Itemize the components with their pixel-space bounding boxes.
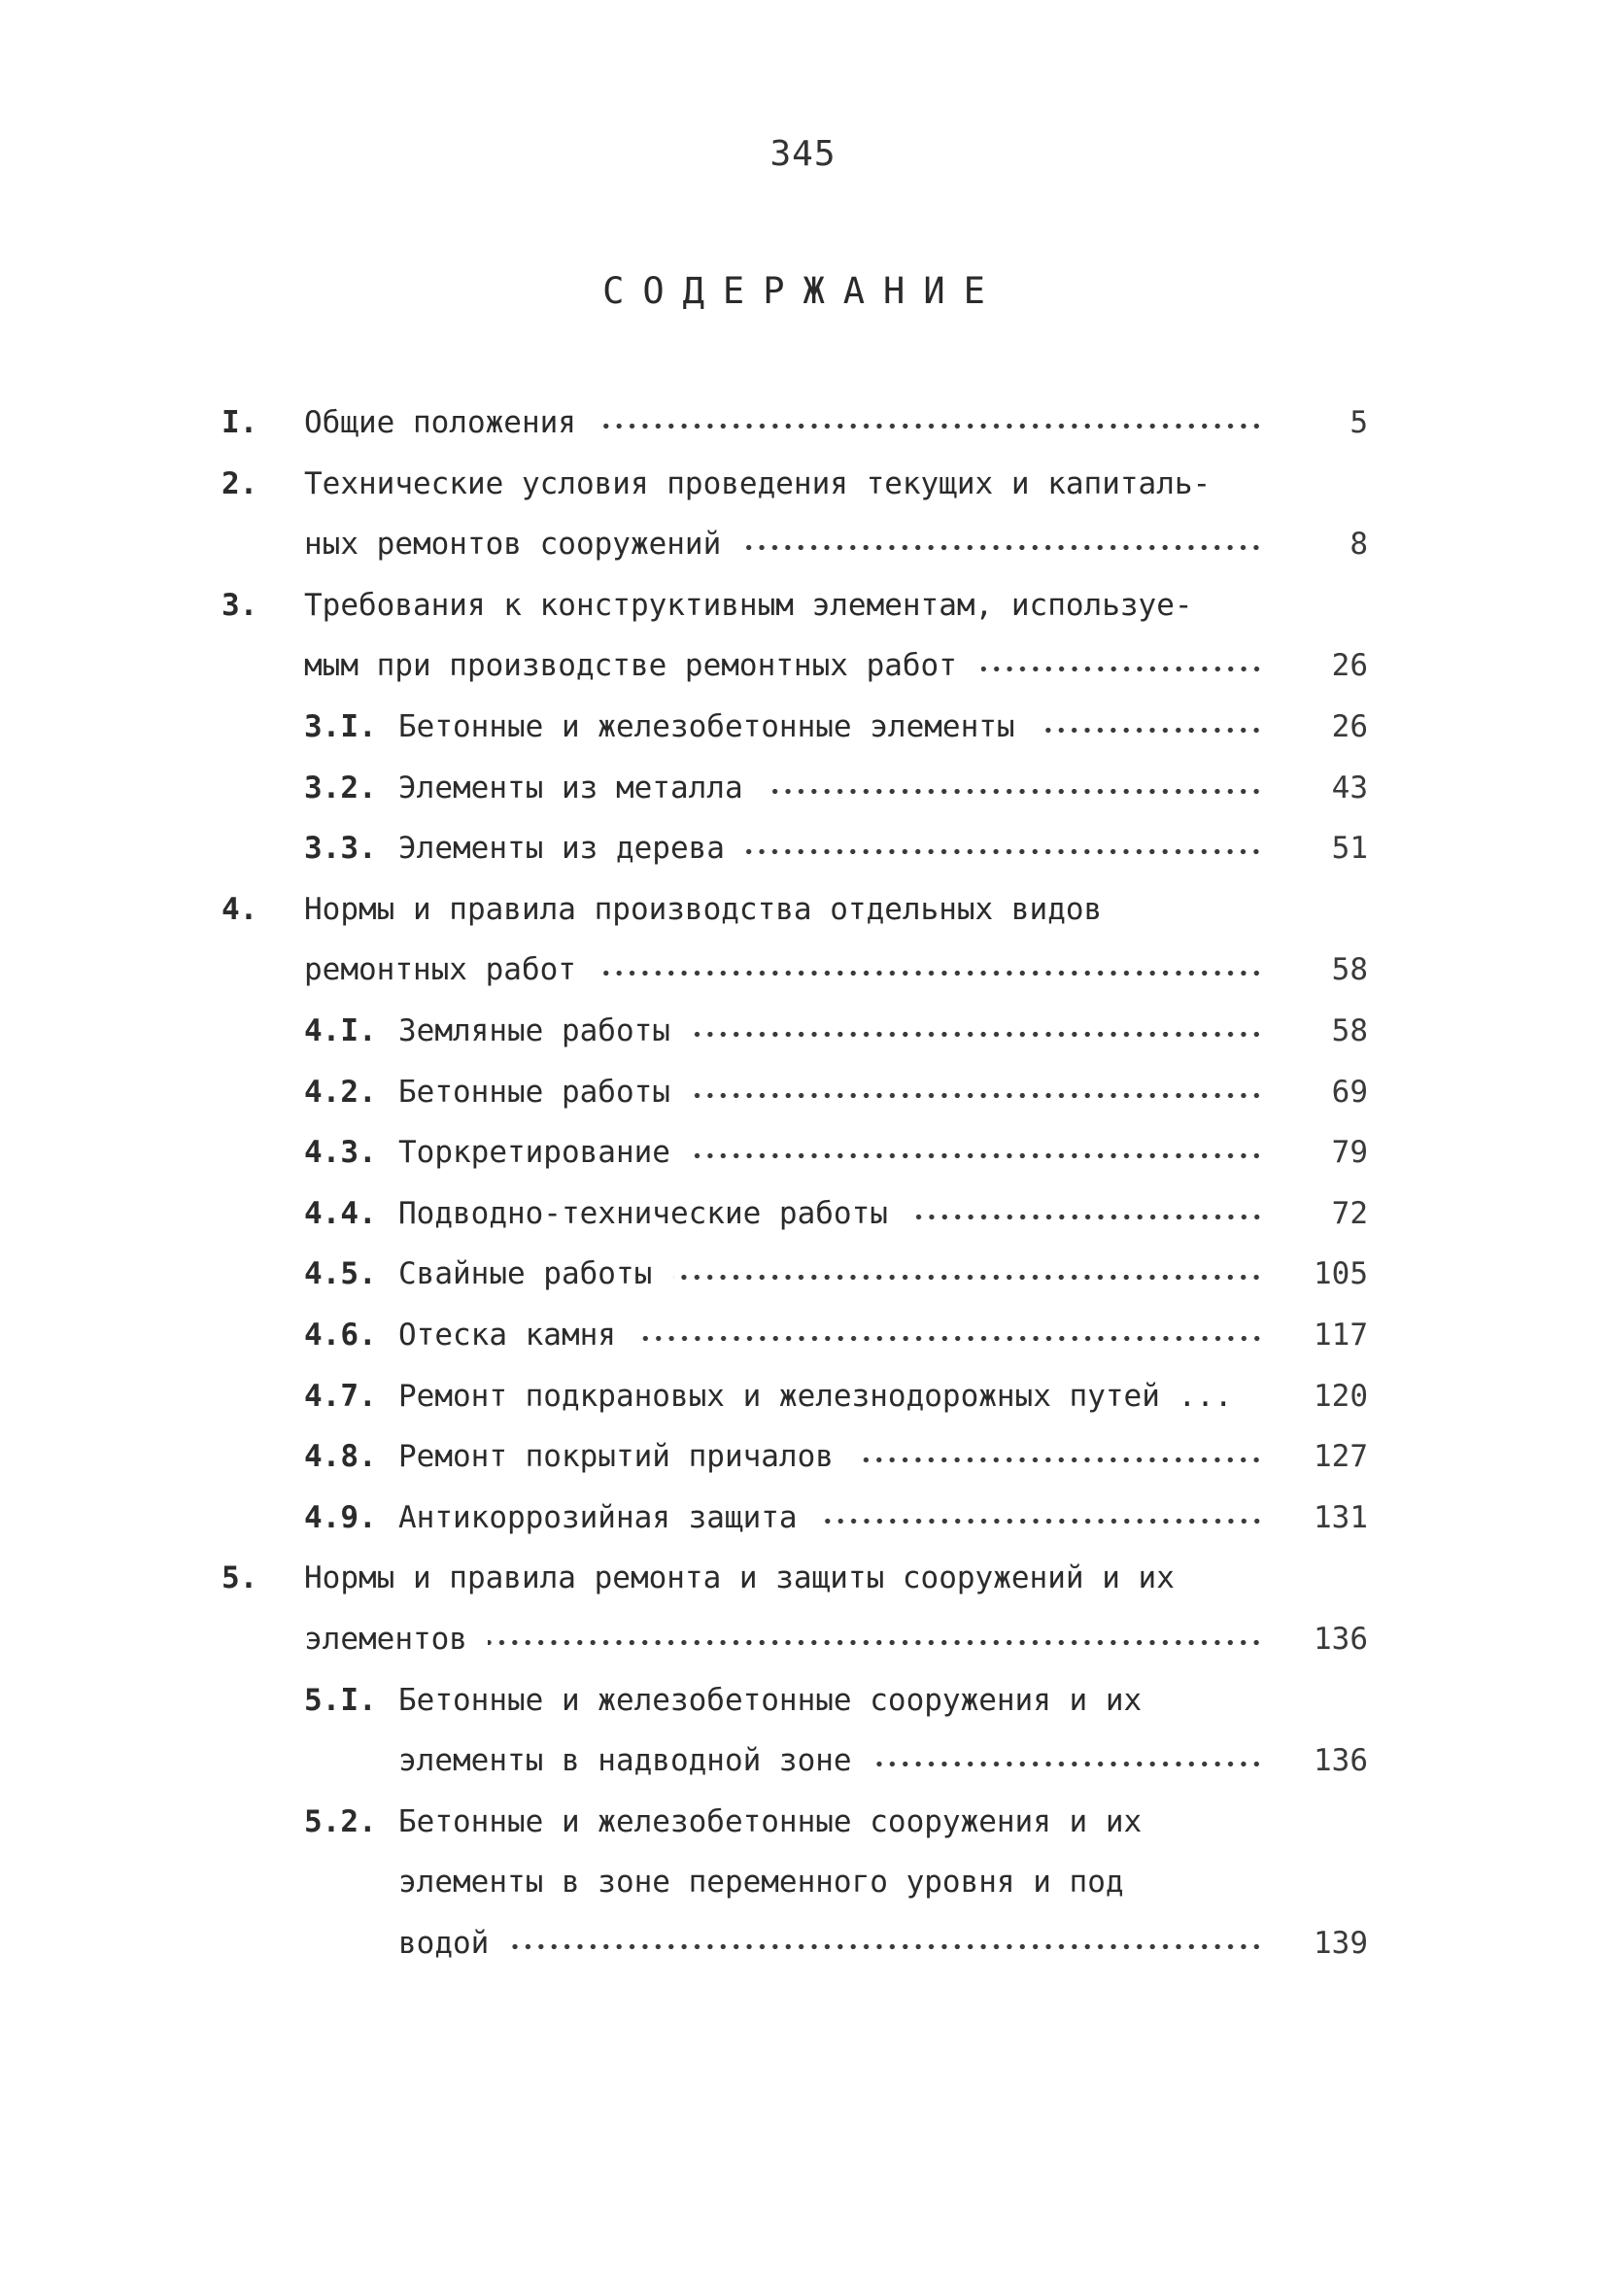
toc-entry-number: 4.I.	[304, 1013, 377, 1048]
dot-leader	[692, 1092, 1263, 1099]
toc-line	[0, 522, 1606, 566]
toc-page-number: 139	[1314, 1926, 1368, 1961]
toc-page-number: 58	[1331, 952, 1368, 987]
toc-entry-number: 4.	[222, 892, 258, 927]
toc-page-number: 136	[1314, 1622, 1368, 1657]
toc-entry-text: Общие положения	[304, 405, 576, 440]
toc-entry-text: Элементы из дерева	[398, 831, 725, 866]
toc-entry-text: водой	[398, 1926, 490, 1961]
toc-entry-text: Торкретирование	[398, 1135, 670, 1170]
toc-entry-number: 3.3.	[304, 831, 377, 866]
toc-line	[0, 643, 1606, 688]
toc-line	[0, 826, 1606, 871]
toc-entry-number: 4.6.	[304, 1318, 377, 1353]
toc-page-number: 79	[1331, 1135, 1368, 1170]
dot-leader	[692, 1152, 1263, 1159]
toc-entry-number: 4.3.	[304, 1135, 377, 1170]
dot-leader	[509, 1943, 1263, 1950]
toc-entry-text: Свайные работы	[398, 1256, 653, 1291]
dot-leader	[743, 544, 1263, 551]
dot-leader	[673, 1274, 1263, 1281]
toc-line	[0, 947, 1606, 992]
toc-line	[0, 1738, 1606, 1783]
dot-leader	[488, 1639, 1263, 1646]
toc-line	[0, 1799, 1606, 1844]
toc-entry-text: Подводно-технические работы	[398, 1196, 888, 1231]
toc-line	[0, 583, 1606, 628]
toc-entry-number: 4.9.	[304, 1500, 377, 1535]
toc-page-number: 5	[1350, 405, 1368, 440]
toc-entry-text: Элементы из металла	[398, 771, 743, 805]
toc-entry-number: 5.I.	[304, 1683, 377, 1718]
toc-entry-text: ных ремонтов сооружений	[304, 527, 722, 562]
toc-entry-text: Нормы и правила ремонта и защиты сооружений и их	[304, 1560, 1175, 1595]
toc-entry-number: 4.5.	[304, 1256, 377, 1291]
toc-line	[0, 1191, 1606, 1236]
toc-line	[0, 1556, 1606, 1600]
toc-entry-number: 5.2.	[304, 1804, 377, 1839]
toc-line	[0, 1617, 1606, 1662]
dot-leader	[856, 1456, 1263, 1463]
dot-leader	[598, 423, 1263, 429]
toc-line	[0, 766, 1606, 810]
dot-leader	[637, 1335, 1263, 1342]
toc-entry-text: Требования к конструктивным элементам, используе-	[304, 588, 1193, 623]
dot-leader	[765, 788, 1263, 795]
toc-entry-text: Антикоррозийная защита	[398, 1500, 798, 1535]
toc-entry-text: ремонтных работ	[304, 952, 576, 987]
toc-page-number: 131	[1314, 1500, 1368, 1535]
toc-entry-text: Технические условия проведения текущих и капиталь-	[304, 466, 1212, 501]
toc-entry-number: 2.	[222, 466, 258, 501]
toc-line	[0, 1374, 1606, 1419]
toc-line	[0, 1130, 1606, 1175]
toc-page-number: 120	[1314, 1379, 1368, 1414]
toc-entry-number: 3.	[222, 588, 258, 623]
toc-line	[0, 400, 1606, 445]
dot-leader	[981, 666, 1263, 672]
toc-entry-text: элементы в зоне переменного уровня и под	[398, 1865, 1124, 1900]
toc-page-number: 26	[1331, 709, 1368, 744]
toc-page-number: 43	[1331, 771, 1368, 805]
toc-entry-text: Ремонт подкрановых и железнодорожных путей ...	[398, 1379, 1233, 1414]
dot-leader	[598, 970, 1263, 977]
toc-entry-number: 3.I.	[304, 709, 377, 744]
toc-entry-number: 4.2.	[304, 1075, 377, 1110]
toc-entry-number: 4.8.	[304, 1439, 377, 1474]
toc-page-number: 105	[1314, 1256, 1368, 1291]
toc-page-number: 8	[1350, 527, 1368, 562]
toc-entry-text: Земляные работы	[398, 1013, 670, 1048]
toc-line	[0, 462, 1606, 506]
toc-entry-number: 3.2.	[304, 771, 377, 805]
toc-entry-text: Ремонт покрытий причалов	[398, 1439, 834, 1474]
toc-line	[0, 1070, 1606, 1114]
dot-leader	[746, 848, 1263, 855]
toc-page-number: 117	[1314, 1318, 1368, 1353]
toc-line	[0, 1009, 1606, 1053]
toc-line	[0, 1313, 1606, 1357]
toc-line	[0, 1251, 1606, 1296]
toc-line	[0, 1921, 1606, 1966]
toc-page-number: 26	[1331, 648, 1368, 683]
page-title: СОДЕРЖАНИЕ	[602, 270, 1004, 312]
dot-leader	[692, 1031, 1263, 1038]
toc-page-number: 127	[1314, 1439, 1368, 1474]
dot-leader	[874, 1761, 1263, 1767]
toc-page-number: 72	[1331, 1196, 1368, 1231]
toc-line	[0, 1860, 1606, 1904]
toc-entry-text: Отеска камня	[398, 1318, 616, 1353]
toc-entry-text: Бетонные и железобетонные элементы	[398, 709, 1015, 744]
toc-entry-text: Бетонные и железобетонные сооружения и их	[398, 1683, 1143, 1718]
toc-page-number: 58	[1331, 1013, 1368, 1048]
toc-page-number: 69	[1331, 1075, 1368, 1110]
dot-leader	[911, 1214, 1263, 1220]
toc-line	[0, 704, 1606, 749]
dot-leader	[1039, 727, 1263, 734]
toc-page-number: 136	[1314, 1743, 1368, 1778]
toc-line	[0, 1495, 1606, 1540]
toc-entry-number: 5.	[222, 1560, 258, 1595]
toc-entry-number: I.	[222, 405, 258, 440]
dot-leader	[820, 1518, 1263, 1525]
toc-page-number: 51	[1331, 831, 1368, 866]
toc-line	[0, 887, 1606, 932]
toc-line	[0, 1678, 1606, 1723]
toc-entry-text: Бетонные работы	[398, 1075, 670, 1110]
toc-entry-text: Бетонные и железобетонные сооружения и их	[398, 1804, 1143, 1839]
toc-entry-text: элементы в надводной зоне	[398, 1743, 852, 1778]
toc-entry-number: 4.4.	[304, 1196, 377, 1231]
toc-entry-number: 4.7.	[304, 1379, 377, 1414]
toc-entry-text: элементов	[304, 1622, 467, 1657]
toc-entry-text: Нормы и правила производства отдельных видов	[304, 892, 1103, 927]
toc-entry-text: мым при производстве ремонтных работ	[304, 648, 957, 683]
toc-line	[0, 1434, 1606, 1479]
page-number: 345	[769, 134, 837, 174]
